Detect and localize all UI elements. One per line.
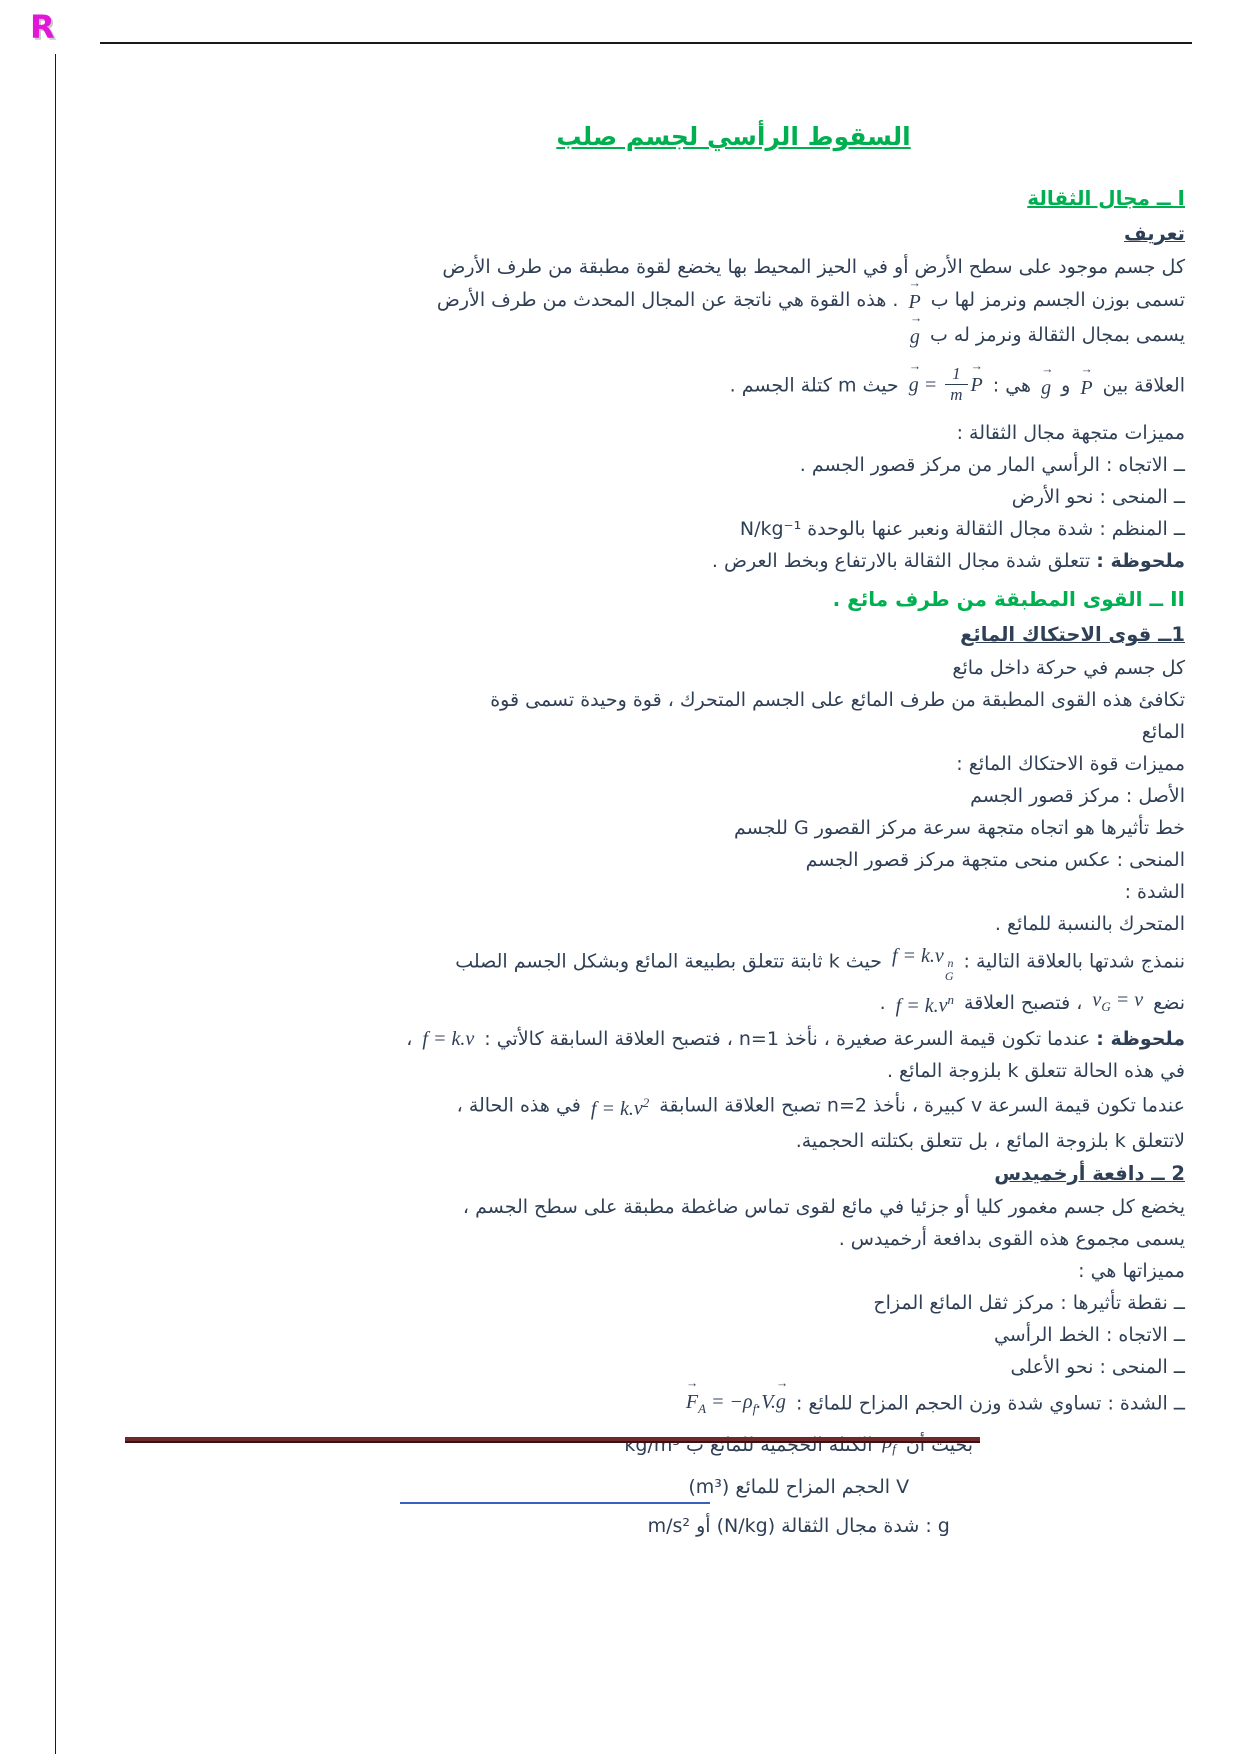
text-run: بحيث أن (899, 1433, 974, 1456)
paragraph (112, 877, 1185, 907)
text-run: V الحجم المزاح للمائع (m³) (688, 1475, 910, 1498)
text-run: تسمى بوزن الجسم ونرمز لها ب (924, 289, 1185, 311)
text-run: الأصل : مركز قصور الجسم (970, 785, 1185, 808)
math-formula: $f = k.v^n$ (895, 992, 954, 1017)
vector-arrow-icon: → (775, 1376, 789, 1391)
subsection-heading (112, 620, 1185, 650)
paragraph (112, 276, 1185, 317)
text-run: . هذه القوة هي ناتجة عن المجال المحدث من طرف الأرض (436, 289, 905, 311)
text-run: عندما تكون قيمة السرعة صغيرة ، نأخذ n=1 ، فتصبح العلاقة السابقة كالأتي : (478, 1027, 1097, 1050)
text-run: مميزات متجهة مجال الثقالة : (956, 422, 1185, 445)
math-formula: $v_G = v$ (1092, 988, 1144, 1014)
vector-arrow-icon: → (908, 276, 921, 291)
text-run: كل جسم موجود على سطح الأرض أو في الحيز المحيط بها يخضع لقوة مطبقة من طرف الأرض (442, 256, 1185, 278)
text-run: العلاقة بين (1096, 374, 1185, 397)
paragraph (112, 546, 1185, 576)
left-border-line (55, 54, 56, 1754)
text-run: 1ــ قوى الاحتكاك المائع (960, 623, 1185, 647)
document-body (112, 183, 1185, 1543)
paragraph (112, 418, 1185, 448)
footer-divider (125, 1437, 980, 1443)
vector-symbol: → g (1041, 361, 1054, 399)
paragraph (112, 1256, 1185, 1286)
text-run: المتحرك بالنسبة للمائع . (994, 913, 1185, 936)
paragraph (112, 1224, 1185, 1254)
math-formula: $f = k.v^2$ (590, 1095, 650, 1120)
text-run: في هذه الحالة ، (456, 1094, 587, 1117)
vector-arrow-icon: → (909, 311, 923, 326)
text-run: مميزات قوة الاحتكاك المائع : (956, 753, 1185, 776)
text-run: ، فتصبح العلاقة (958, 991, 1089, 1014)
brand-logo: R (30, 8, 55, 46)
math-formula (1076, 361, 1096, 403)
fraction: $\frac{1}{m}$ (945, 364, 967, 404)
paragraph (112, 1056, 1185, 1086)
math-formula: $\rho_f$ (882, 1430, 896, 1456)
paragraph (112, 1320, 1185, 1350)
text-run: 2 ــ دافعة أرخميدس (994, 1161, 1185, 1185)
text-run: و (1055, 374, 1077, 397)
paragraph (112, 909, 1185, 939)
text-run: حيث m كتلة الجسم . (729, 374, 905, 397)
paragraph (112, 941, 1185, 983)
vector-symbol: → P (1080, 361, 1093, 399)
paragraph (112, 781, 1185, 811)
text-run: ــ الشدة : تساوي شدة وزن الحجم المزاح للمائع : (789, 1392, 1185, 1415)
text-run: حيث k ثابتة تتعلق بطبيعة المائع وبشكل الجسم الصلب (455, 950, 888, 973)
paragraph (112, 482, 1185, 512)
paragraph (112, 514, 1185, 544)
text-run: خط تأثيرها هو اتجاه متجهة سرعة مركز القصور G للجسم (734, 817, 1185, 840)
math-formula: → g = $\frac{1}{m}$ → P (908, 358, 983, 404)
text-run: المنحى : عكس منحى متجهة مركز قصور الجسم (805, 849, 1185, 872)
text-run: ــ المنحى : نحو الأرض (1011, 486, 1185, 509)
paragraph (412, 1471, 1185, 1504)
vector-symbol: → g (908, 358, 922, 396)
top-divider (100, 42, 1192, 44)
section-heading (112, 584, 1185, 614)
section-heading (112, 183, 1185, 213)
text-run: ننمذج شدتها بالعلاقة التالية : (957, 950, 1185, 973)
paragraph (112, 1376, 1185, 1424)
text-run: المائع (1141, 721, 1185, 744)
paragraph (112, 653, 1185, 683)
vector-arrow-icon: → (685, 1376, 699, 1391)
paragraph (112, 1192, 1185, 1222)
text-run: g : شدة مجال الثقالة (N/kg) أو m/s² (647, 1514, 950, 1537)
paragraph (112, 1288, 1185, 1318)
paragraph (412, 1510, 1185, 1543)
text-run: ــ المنحى : نحو الأعلى (1010, 1355, 1185, 1378)
vector-symbol: → g (909, 311, 923, 348)
text-run: ــ نقطة تأثيرها : مركز ثقل المائع المزاح (873, 1291, 1185, 1314)
text-run: تعريف (1123, 222, 1185, 245)
text-run: الشدة : (1124, 881, 1185, 904)
text-run: II ــ القوى المطبقة من طرف مائع . (832, 587, 1185, 612)
text-run: في هذه الحالة تتعلق k بلزوجة المائع . (886, 1060, 1185, 1083)
vector-symbol: → P (908, 276, 921, 313)
text-run: ــ الاتجاه : الرأسي المار من مركز قصور الجسم . (799, 454, 1185, 477)
paragraph (112, 1126, 1185, 1156)
text-run: يخضع كل جسم مغمور كليا أو جزئيا في مائع لقوى تماس ضاغطة مطبقة على سطح الجسم ، (462, 1195, 1185, 1218)
math-formula: f = k.v (422, 1028, 475, 1051)
text-run: لاتتعلق k بلزوجة المائع ، بل تتعلق بكتلته الحجمية. (795, 1129, 1185, 1152)
paragraph (112, 1352, 1185, 1382)
paragraph (112, 717, 1185, 747)
vector-symbol: → P (970, 358, 983, 396)
paragraph (112, 1024, 1185, 1055)
text-run: الكتلة الحجمية للمائع ب kg/m³ (624, 1433, 879, 1456)
paragraph (112, 845, 1185, 875)
paragraph (112, 813, 1185, 843)
document-title: السقوط الرأسي لجسم صلب (556, 122, 911, 151)
document-content (112, 122, 1185, 1549)
text-run: تكافئ هذه القوى المطبقة من طرف المائع على الجسم المتحرك ، قوة وحيدة تسمى قوة (490, 689, 1185, 712)
text-run: يسمى بمجال الثقالة ونرمز له ب (923, 324, 1185, 346)
math-formula: → $F_A = -\rho_f.V$. → g (685, 1376, 789, 1416)
subsection-heading (112, 1159, 1185, 1189)
text-run: نضع (1147, 991, 1185, 1014)
paragraph (112, 252, 1185, 282)
text-run: عندما تكون قيمة السرعة v كبيرة ، نأخذ n=2 تصبح العلاقة السابقة (653, 1094, 1185, 1117)
vector-arrow-icon: → (908, 358, 922, 373)
math-formula (906, 311, 924, 352)
vector-symbol: → F (685, 1376, 699, 1413)
text-run: I ــ مجال الثقالة (1027, 186, 1185, 210)
paragraph (112, 985, 1185, 1022)
text-run: يسمى مجموع هذه القوى بدافعة أرخميدس . (838, 1227, 1185, 1250)
math-formula (1037, 361, 1055, 403)
vector-arrow-icon: → (970, 358, 983, 373)
paragraph (112, 354, 1185, 416)
vector-arrow-icon: → (1041, 361, 1054, 376)
subsection-heading (112, 219, 1185, 249)
paragraph (112, 450, 1185, 480)
text-run: هي : (986, 374, 1038, 397)
text-run: مميزاتها هي : (1078, 1259, 1185, 1282)
footer-underline (400, 1502, 710, 1504)
math-formula: f = k.v n G (891, 945, 954, 984)
text-run: كل جسم في حركة داخل مائع (952, 657, 1185, 680)
bold-text: ملحوظة : (1096, 550, 1185, 573)
bold-text: ملحوظة : (1096, 1027, 1185, 1050)
paragraph (112, 685, 1185, 715)
text-run: ــ الاتجاه : الخط الرأسي (993, 1323, 1185, 1346)
text-run: ، (406, 1027, 419, 1050)
text-run: . (879, 991, 892, 1014)
text-run: ــ المنظم : شدة مجال الثقالة ونعبر عنها بالوحدة N/kg⁻¹ (739, 518, 1185, 541)
paragraph (112, 311, 1185, 352)
paragraph (112, 1088, 1185, 1124)
paragraph (412, 1426, 1185, 1465)
paragraph (112, 749, 1185, 779)
vector-arrow-icon: → (1080, 361, 1093, 376)
text-run: تتعلق شدة مجال الثقالة بالارتفاع وبخط العرض . (711, 550, 1097, 573)
vector-symbol: → g (775, 1376, 789, 1413)
